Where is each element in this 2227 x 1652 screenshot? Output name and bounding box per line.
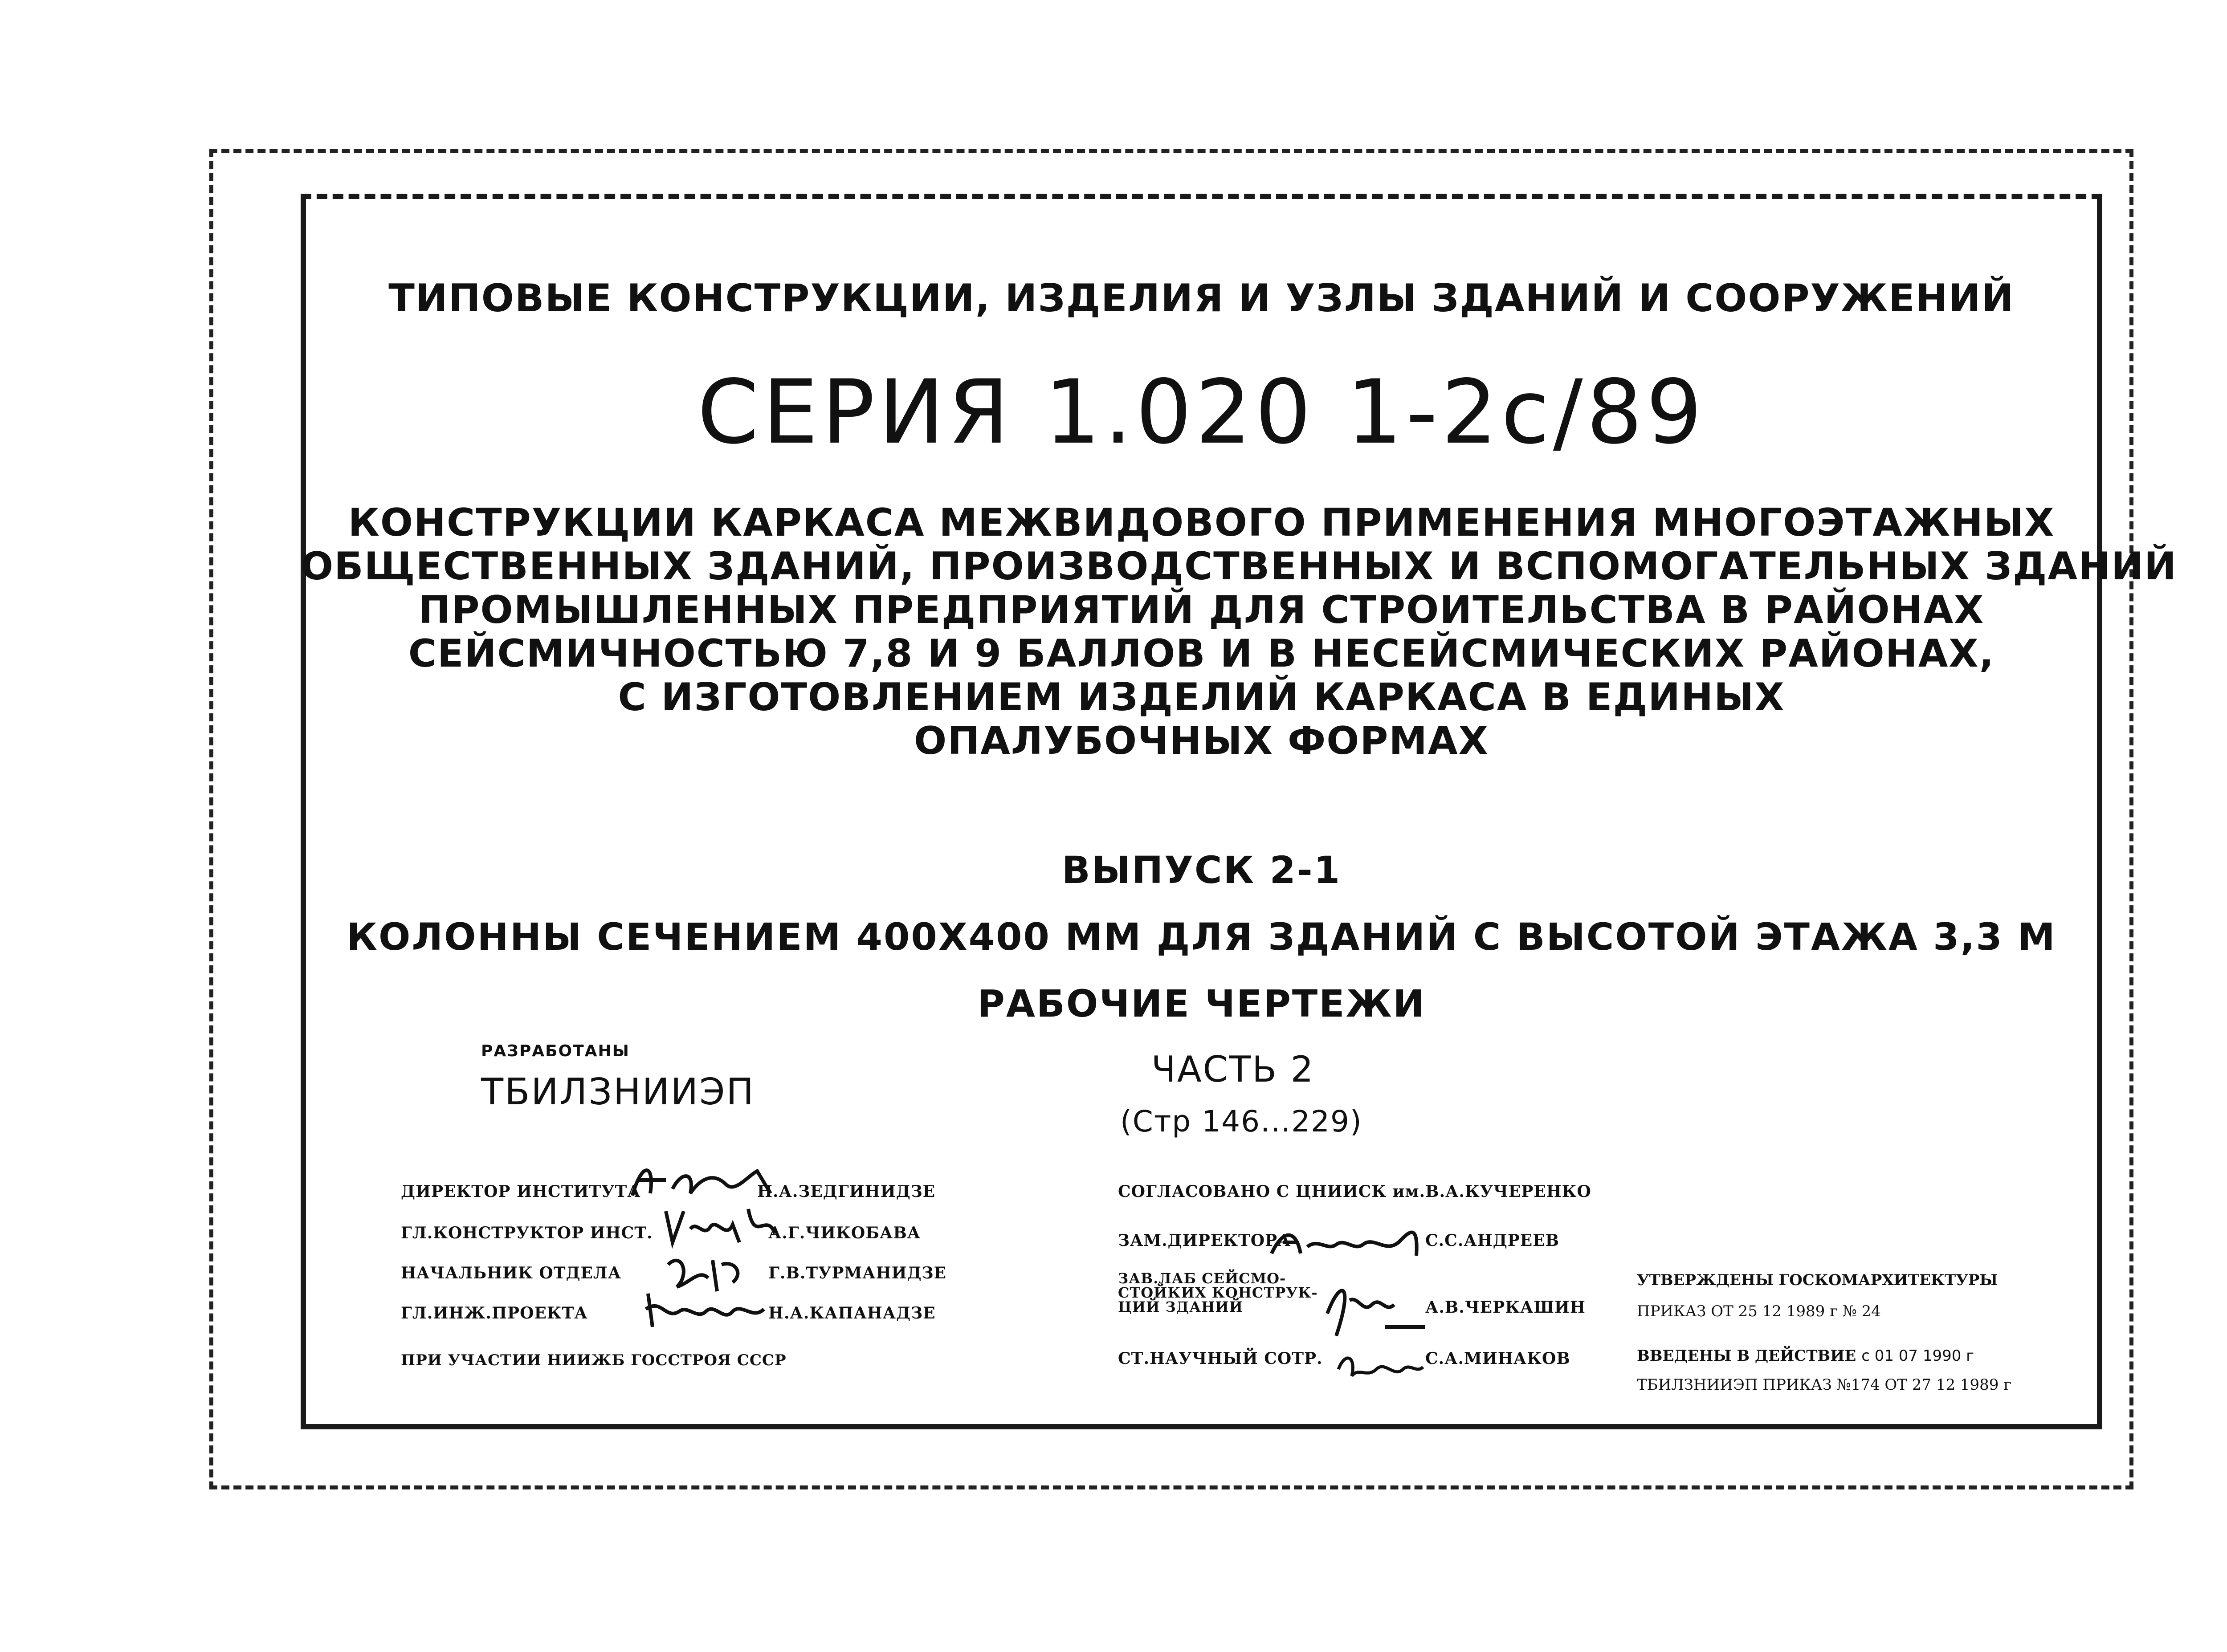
drawings-type: РАБОЧИЕ ЧЕРТЕЖИ	[977, 982, 1426, 1025]
handwritten-signature	[1318, 1274, 1434, 1349]
signature-role: ЗАВ.ЛАБ СЕЙСМО- СТОЙКИХ КОНСТРУК- ЦИЙ ЗДАНИЙ	[1118, 1270, 1318, 1315]
issue-subject: КОЛОННЫ СЕЧЕНИЕМ 400Х400 ММ ДЛЯ ЗДАНИЙ С ВЫСОТОЙ ЭТАЖА 3,3 М	[347, 915, 2056, 959]
signature-name: Н.А.КАПАНАДЗЕ	[768, 1304, 936, 1322]
signature-role: ГЛ.ИНЖ.ПРОЕКТА	[401, 1304, 588, 1322]
issue-number: ВЫПУСК 2-1	[1061, 848, 1342, 892]
developer-institute: ТБИЛЗНИИЭП	[481, 1071, 755, 1113]
approved-by: УТВЕРЖДЕНЫ ГОСКОМАРХИТЕКТУРЫ	[1637, 1271, 1998, 1289]
signature-role: НАЧАЛЬНИК ОТДЕЛА	[401, 1264, 622, 1282]
title-line: КОНСТРУКЦИИ КАРКАСА МЕЖВИДОВОГО ПРИМЕНЕНИЯ МНОГОЭТАЖНЫХ	[348, 500, 2055, 545]
title-line: ОПАЛУБОЧНЫХ ФОРМАХ	[914, 719, 1489, 763]
title-line: С ИЗГОТОВЛЕНИЕМ ИЗДЕЛИЙ КАРКАСА В ЕДИНЫХ	[618, 675, 1785, 720]
page-range: (Стр 146...229)	[1120, 1104, 1362, 1139]
title-line: СЕЙСМИЧНОСТЬЮ 7,8 И 9 БАЛЛОВ И В НЕСЕЙСМИЧЕСКИХ РАЙОНАХ,	[408, 631, 1995, 676]
signature-name: А.Г.ЧИКОБАВА	[768, 1224, 921, 1242]
enacted-date: с 01 07 1990 г	[1861, 1347, 1974, 1365]
series-number: СЕРИЯ 1.020 1-2с/89	[697, 361, 1706, 464]
signature-name: С.С.АНДРЕЕВ	[1425, 1231, 1560, 1250]
part-number: ЧАСТЬ 2	[1151, 1049, 1315, 1090]
agreement-line: СОГЛАСОВАНО С ЦНИИСК им.В.А.КУЧЕРЕНКО	[1118, 1182, 1591, 1201]
signature-name: А.В.ЧЕРКАШИН	[1425, 1298, 1586, 1317]
developed-by-label: РАЗРАБОТАНЫ	[481, 1042, 630, 1060]
signature-name: Н.А.ЗЕДГИНИДЗЕ	[757, 1182, 936, 1201]
handwritten-signature	[639, 1285, 773, 1334]
signature-role: ЗАМ.ДИРЕКТОРА	[1118, 1231, 1291, 1250]
enactment-line	[1637, 1347, 1974, 1365]
title-line: ПРОМЫШЛЕННЫХ ПРЕДПРИЯТИЙ ДЛЯ СТРОИТЕЛЬСТВА В РАЙОНАХ	[418, 588, 1985, 632]
signature-name: С.А.МИНАКОВ	[1425, 1349, 1570, 1368]
collection-header: ТИПОВЫЕ КОНСТРУКЦИИ, ИЗДЕЛИЯ И УЗЛЫ ЗДАНИЙ И СООРУЖЕНИЙ	[388, 276, 2015, 321]
signature-name: Г.В.ТУРМАНИДЗЕ	[768, 1264, 947, 1282]
handwritten-signature	[1265, 1211, 1434, 1269]
handwritten-signature	[1332, 1343, 1430, 1387]
signature-role: СТ.НАУЧНЫЙ СОТР.	[1118, 1349, 1323, 1368]
institute-order: ТБИЛЗНИИЭП ПРИКАЗ №174 ОТ 27 12 1989 г	[1637, 1376, 2012, 1394]
participation-note: ПРИ УЧАСТИИ НИИЖБ ГОССТРОЯ СССР	[401, 1351, 787, 1369]
enacted-label: ВВЕДЕНЫ В ДЕЙСТВИЕ	[1637, 1347, 1856, 1365]
signature-role: ДИРЕКТОР ИНСТИТУТА	[401, 1182, 641, 1201]
signature-role: ГЛ.КОНСТРУКТОР ИНСТ.	[401, 1224, 653, 1242]
document-title	[301, 500, 2177, 763]
title-line: ОБЩЕСТВЕННЫХ ЗДАНИЙ, ПРОИЗВОДСТВЕННЫХ И ВСПОМОГАТЕЛЬНЫХ ЗДАНИЙ	[301, 544, 2177, 589]
approval-order: ПРИКАЗ ОТ 25 12 1989 г № 24	[1637, 1302, 1881, 1320]
